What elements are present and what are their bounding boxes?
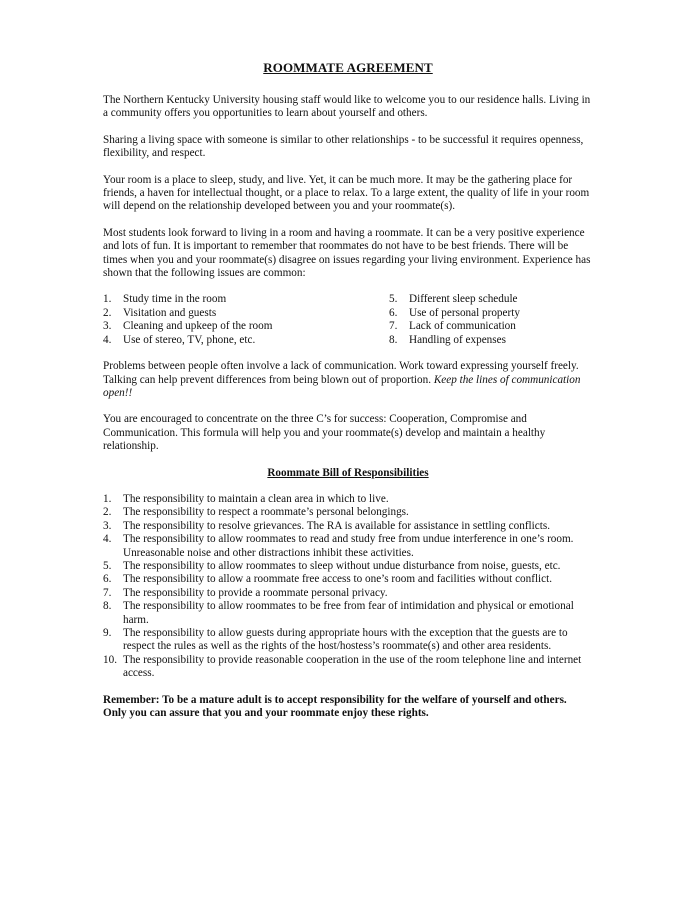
- list-number: 10.: [103, 653, 117, 666]
- list-item: [103, 654, 593, 681]
- list-item: [103, 627, 593, 654]
- list-number: 2.: [103, 506, 112, 519]
- bill-of-responsibilities-heading: Roommate Bill of Responsibilities: [267, 466, 429, 479]
- communication-emphasis: Keep the lines of communication open!!: [103, 373, 581, 399]
- list-text: Use of personal property: [409, 306, 520, 319]
- list-item: [103, 293, 389, 306]
- sharing-paragraph: Sharing a living space with someone is similar to other relationships - to be successful it requires openness, flexibility, and respect.: [103, 133, 584, 160]
- list-number: 8.: [389, 333, 398, 346]
- list-number: 1.: [103, 293, 112, 306]
- list-number: 6.: [103, 573, 112, 586]
- list-text: The responsibility to maintain a clean area in which to live.: [123, 492, 389, 505]
- list-item: [103, 560, 593, 573]
- list-item: [103, 587, 593, 600]
- list-item: [103, 600, 593, 627]
- list-text: The responsibility to resolve grievances. The RA is available for assistance in settling conflicts.: [123, 519, 550, 532]
- responsibilities-list: [103, 493, 593, 681]
- list-item: [389, 307, 520, 320]
- list-number: 5.: [103, 559, 112, 572]
- document-title: ROOMMATE AGREEMENT: [263, 60, 433, 75]
- list-number: 5.: [389, 293, 398, 306]
- room-paragraph: Your room is a place to sleep, study, and live. Yet, it can be much more. It may be the gathering place for friends, a haven for intellectual thought, or a place to relax. To a large extent, the quality of life in your room will depend on the relationship developed between you and your roommate(s).: [103, 173, 590, 213]
- list-item: [103, 573, 593, 586]
- list-number: 4.: [103, 333, 112, 346]
- list-text: Use of stereo, TV, phone, etc.: [123, 333, 256, 346]
- issues-column-right: [389, 293, 520, 347]
- list-item: [389, 334, 520, 347]
- list-text: The responsibility to provide a roommate personal privacy.: [123, 586, 388, 599]
- communication-text: Problems between people often involve a lack of communication. Work toward expressing yourself freely. Talking can help prevent differences from being blown out of proportion.: [103, 360, 579, 386]
- list-text: Visitation and guests: [123, 306, 217, 319]
- list-text: The responsibility to allow a roommate free access to one’s room and facilities without conflict.: [123, 573, 553, 586]
- list-text: The responsibility to allow guests during appropriate hours with the exception that the guests are to respect the rules as well as the rights of the host/hostess’s roommate(s) and other area residents.: [123, 627, 568, 653]
- list-number: 7.: [103, 586, 112, 599]
- remember-statement: Remember: To be a mature adult is to accept responsibility for the welfare of yourself and others. Only you can assure that you and your roommate enjoy these rights.: [103, 693, 567, 720]
- list-item: [103, 506, 593, 519]
- issues-column-left: [103, 293, 389, 347]
- list-text: The responsibility to allow roommates to sleep without undue disturbance from noise, guests, etc.: [123, 559, 561, 572]
- list-text: Study time in the room: [123, 293, 227, 306]
- list-number: 6.: [389, 306, 398, 319]
- list-item: [103, 493, 593, 506]
- list-text: The responsibility to respect a roommate’s personal belongings.: [123, 506, 409, 519]
- list-text: Cleaning and upkeep of the room: [123, 320, 273, 333]
- list-text: The responsibility to provide reasonable cooperation in the use of the room telephone line and internet access.: [123, 653, 582, 680]
- common-issues-list: [103, 293, 593, 347]
- intro-paragraph: The Northern Kentucky University housing staff would like to welcome you to our residence halls. Living in a community offers you opportunities to learn about yourself and others.: [103, 94, 591, 120]
- list-text: Different sleep schedule: [409, 293, 518, 306]
- list-item: [103, 307, 389, 320]
- list-text: The responsibility to allow roommates to be free from fear of intimidation and physical or emotional harm.: [123, 600, 574, 626]
- list-number: 3.: [103, 519, 112, 532]
- three-cs-paragraph: You are encouraged to concentrate on the three C’s for success: Cooperation, Compromise and Communication. This formula will help you and your roommate(s) develop and maintain a healthy relationship.: [103, 413, 546, 453]
- list-text: Lack of communication: [409, 320, 516, 333]
- list-number: 1.: [103, 492, 112, 505]
- list-number: 7.: [389, 320, 398, 333]
- list-item: [389, 293, 520, 306]
- list-item: [389, 320, 520, 333]
- list-number: 4.: [103, 533, 112, 546]
- list-item: [103, 334, 389, 347]
- document-content: [103, 60, 593, 720]
- list-text: The responsibility to allow roommates to read and study free from undue interference in one’s room. Unreasonable noise and other distractions inhibit these activities.: [123, 533, 574, 559]
- list-number: 3.: [103, 320, 112, 333]
- list-text: Handling of expenses: [409, 333, 506, 346]
- list-number: 2.: [103, 306, 112, 319]
- list-number: 8.: [103, 600, 112, 613]
- issues-intro-paragraph: Most students look forward to living in a room and having a roommate. It can be a very positive experience and lots of fun. It is important to remember that roommates do not have to be best friends. There will be times when you and your roommate(s) disagree on issues regarding your living environment. Experience has shown that the following issues are common:: [103, 226, 591, 280]
- list-item: [103, 520, 593, 533]
- list-number: 9.: [103, 627, 112, 639]
- communication-paragraph: [103, 360, 593, 400]
- list-item: [103, 533, 593, 560]
- list-item: [103, 320, 389, 333]
